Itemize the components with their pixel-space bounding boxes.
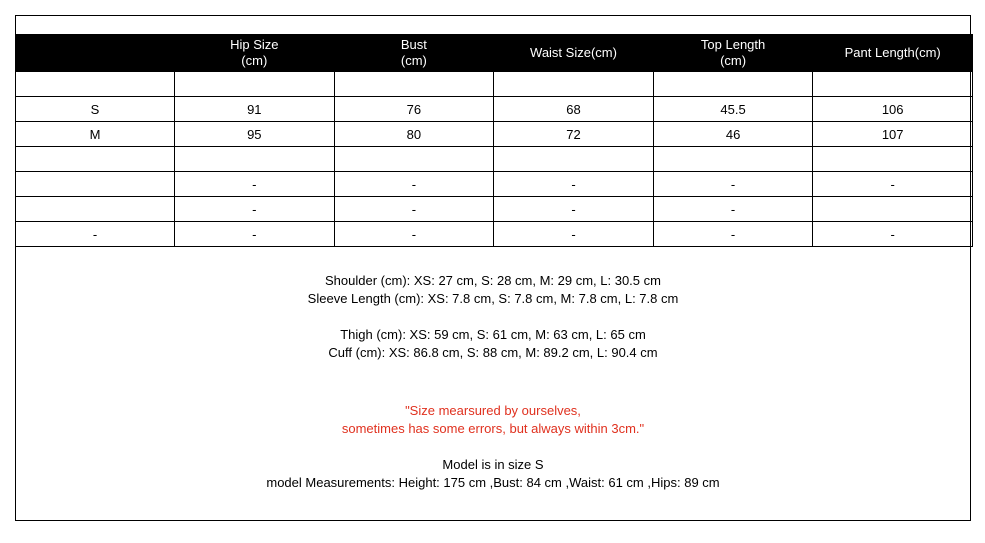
table-row — [16, 172, 973, 197]
column-header — [16, 35, 175, 72]
column-header: Top Length (cm) — [653, 35, 813, 72]
table-cell: - — [334, 222, 494, 247]
size-table — [15, 34, 973, 247]
table-header-row — [16, 35, 973, 72]
table-cell: - — [653, 222, 813, 247]
shoulder-note: Shoulder (cm): XS: 27 cm, S: 28 cm, M: 29 cm, L: 30.5 cm — [325, 273, 661, 288]
table-cell — [813, 197, 973, 222]
sleeve-note: Sleeve Length (cm): XS: 7.8 cm, S: 7.8 cm, M: 7.8 cm, L: 7.8 cm — [307, 291, 679, 306]
table-cell: - — [16, 222, 175, 247]
table-cell: 46 — [653, 122, 813, 147]
thigh-note: Thigh (cm): XS: 59 cm, S: 61 cm, M: 63 cm, L: 65 cm — [340, 327, 646, 342]
table-cell — [175, 72, 335, 97]
table-body — [16, 72, 973, 247]
table-cell — [653, 72, 813, 97]
table-cell: - — [175, 197, 335, 222]
disclaimer-line-1: "Size mearsured by ourselves, — [405, 403, 581, 418]
table-row — [16, 197, 973, 222]
table-cell — [16, 72, 175, 97]
size-notes — [15, 272, 971, 492]
table-cell: M — [16, 122, 175, 147]
table-row — [16, 72, 973, 97]
column-header: Waist Size(cm) — [494, 35, 654, 72]
table-cell — [494, 147, 654, 172]
table-cell: - — [813, 172, 973, 197]
table-cell — [334, 72, 494, 97]
table-cell: - — [175, 172, 335, 197]
table-cell: - — [334, 172, 494, 197]
table-cell — [494, 72, 654, 97]
table-cell: 106 — [813, 97, 973, 122]
table-cell: S — [16, 97, 175, 122]
table-cell: - — [494, 197, 654, 222]
table-cell: 68 — [494, 97, 654, 122]
model-measurements-note: model Measurements: Height: 175 cm ,Bust: 84 cm ,Waist: 61 cm ,Hips: 89 cm — [266, 475, 720, 490]
table-row — [16, 222, 973, 247]
table-cell: - — [653, 197, 813, 222]
table-cell: - — [334, 197, 494, 222]
table-cell: - — [813, 222, 973, 247]
cuff-note: Cuff (cm): XS: 86.8 cm, S: 88 cm, M: 89.2 cm, L: 90.4 cm — [328, 345, 658, 360]
table-cell: 45.5 — [653, 97, 813, 122]
table-cell — [16, 197, 175, 222]
table-cell: 95 — [175, 122, 335, 147]
disclaimer-line-2: sometimes has some errors, but always within 3cm." — [341, 421, 645, 436]
table-cell: 107 — [813, 122, 973, 147]
table-cell: - — [494, 172, 654, 197]
table-cell: 76 — [334, 97, 494, 122]
column-header: Hip Size (cm) — [175, 35, 335, 72]
table-cell — [334, 147, 494, 172]
table-cell — [813, 72, 973, 97]
model-size-note: Model is in size S — [442, 457, 544, 472]
table-row — [16, 147, 973, 172]
table-cell: - — [175, 222, 335, 247]
table-cell — [16, 147, 175, 172]
table-cell: 72 — [494, 122, 654, 147]
table-row — [16, 122, 973, 147]
column-header: Pant Length(cm) — [813, 35, 973, 72]
table-row — [16, 97, 973, 122]
column-header: Bust (cm) — [334, 35, 494, 72]
table-cell: - — [653, 172, 813, 197]
table-cell — [175, 147, 335, 172]
table-cell: 80 — [334, 122, 494, 147]
table-cell: 91 — [175, 97, 335, 122]
table-cell: - — [494, 222, 654, 247]
table-cell — [16, 172, 175, 197]
table-cell — [813, 147, 973, 172]
table-cell — [653, 147, 813, 172]
